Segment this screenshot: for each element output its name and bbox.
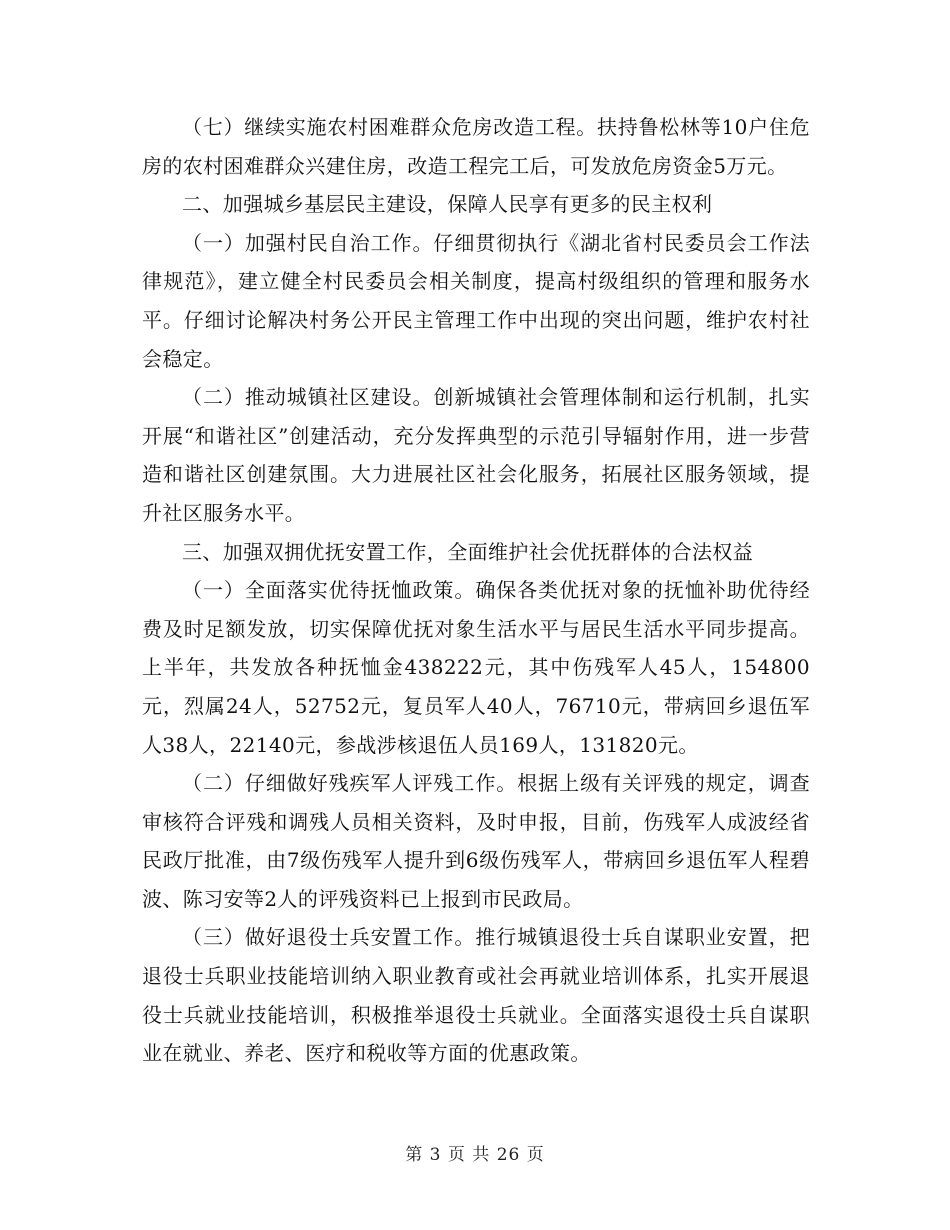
- section-heading-veterans: 三、加强双拥优抚安置工作，全面维护社会优抚群体的合法权益: [182, 539, 754, 564]
- page-number-label: 第 3 页 共 26 页: [405, 1145, 545, 1165]
- paragraph-pension-policy: （一）全面落实优待抚恤政策。确保各类优抚对象的抚恤补助优待经费及时足额发放，切实保障优抚对象生活水平与居民生活水平同步提高。上半年，共发放各种抚恤金438222元，其中伤残军人45人，154800元，烈属24人，52752元，复员军人40人，76710元，带病回乡退伍军人38人，22140元，参战涉核退伍人员169人，131820元。: [142, 578, 810, 757]
- paragraph-housing-renovation: （七）继续实施农村困难群众危房改造工程。扶持鲁松林等10户住危房的农村困难群众兴建住房，改造工程完工后，可发放危房资金5万元。: [142, 115, 810, 178]
- paragraph-soldier-resettlement: （三）做好退役士兵安置工作。推行城镇退役士兵自谋职业安置，把退役士兵职业技能培训纳入职业教育或社会再就业培训体系，扎实开展退役士兵就业技能培训，积极推举退役士兵就业。全面落实退役士兵自谋职业在就业、养老、医疗和税收等方面的优惠政策。: [142, 925, 810, 1066]
- paragraph-village-autonomy: （一）加强村民自治工作。仔细贯彻执行《湖北省村民委员会工作法律规范》，建立健全村民委员会相关制度，提高村级组织的管理和服务水平。仔细讨论解决村务公开民主管理工作中出现的突出问题，维护农村社会稳定。: [142, 230, 810, 371]
- document-body: [142, 108, 810, 1073]
- page-footer: [0, 1143, 950, 1167]
- paragraph-community-building: （二）推动城镇社区建设。创新城镇社会管理体制和运行机制，扎实开展“和谐社区”创建活动，充分发挥典型的示范引导辐射作用，进一步营造和谐社区创建氛围。大力进展社区社会化服务，拓展社区服务领域，提升社区服务水平。: [142, 385, 810, 525]
- paragraph-disability-rating: （二）仔细做好残疾军人评残工作。根据上级有关评残的规定，调查审核符合评残和调残人员相关资料，及时申报，目前，伤残军人成波经省民政厅批准，由7级伤残军人提升到6级伤残军人，带病回乡退伍军人程碧波、陈习安等2人的评残资料已上报到市民政局。: [142, 771, 810, 911]
- section-heading-democracy: 二、加强城乡基层民主建设，保障人民享有更多的民主权利: [182, 192, 713, 217]
